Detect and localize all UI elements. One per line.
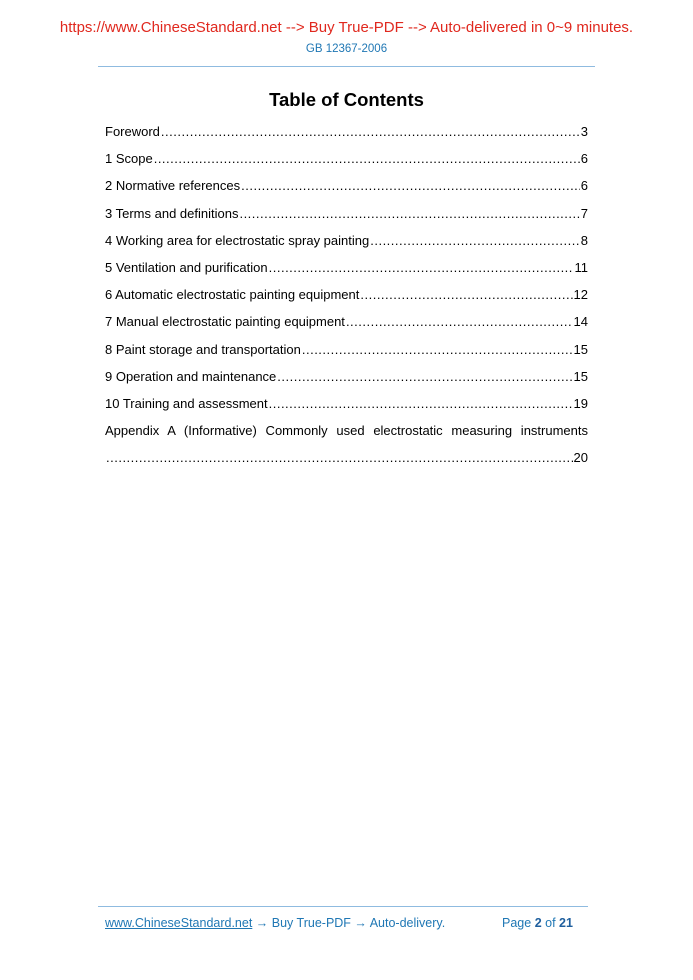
toc-entry-operation-maintenance[interactable] <box>105 363 588 390</box>
toc-entry-training-assessment[interactable] <box>105 390 588 417</box>
toc-entry-label: 4 Working area for electrostatic spray painting <box>105 232 370 248</box>
toc-entry-label: 5 Ventilation and purification <box>105 259 268 275</box>
page-title: Table of Contents <box>269 89 424 110</box>
toc-entry-paint-storage[interactable] <box>105 336 588 363</box>
page-counter <box>502 916 573 930</box>
toc-entry-appendix-a[interactable] <box>105 417 588 471</box>
toc-entry-page: 8 <box>580 232 588 248</box>
toc-entry-label: 1 Scope <box>105 151 153 167</box>
header-divider <box>98 66 595 67</box>
page-word: Page <box>502 916 532 930</box>
toc-entry-label: 3 Terms and definitions <box>105 205 239 221</box>
toc-entry-page: 7 <box>580 205 588 221</box>
toc-entry-page: 6 <box>580 151 588 167</box>
toc-entry-page: 15 <box>573 368 588 384</box>
toc-entry-label: 2 Normative references <box>105 178 241 194</box>
toc-entry-automatic-equipment[interactable] <box>105 281 588 308</box>
toc-entry-page: 11 <box>574 259 588 275</box>
toc-entry-label: 6 Automatic electrostatic painting equipment <box>105 287 360 303</box>
toc-entry-label: Appendix A (Informative) Commonly used electrostatic measuring instruments <box>105 423 588 439</box>
promo-banner[interactable]: https://www.ChineseStandard.net --> Buy True-PDF --> Auto-delivered in 0~9 minutes. <box>59 19 634 36</box>
site-link[interactable]: www.ChineseStandard.net <box>105 916 253 930</box>
dot-leader <box>302 336 573 363</box>
toc-entry-manual-equipment[interactable] <box>105 308 588 335</box>
toc-entry-page: 20 <box>573 450 588 466</box>
dot-leader <box>269 390 573 417</box>
dot-leader <box>154 145 580 172</box>
toc-entry-terms-definitions[interactable] <box>105 200 588 227</box>
toc-entry-working-area[interactable] <box>105 227 588 254</box>
dot-leader <box>360 281 572 308</box>
dot-leader <box>106 444 573 471</box>
dot-leader <box>239 200 579 227</box>
toc-entry-page: 15 <box>573 341 588 357</box>
toc-entry-page: 19 <box>573 395 588 411</box>
of-word: of <box>545 916 556 930</box>
dot-leader <box>269 254 574 281</box>
toc-entry-normative-references[interactable] <box>105 172 588 199</box>
table-of-contents <box>105 118 588 471</box>
toc-entry-label: Foreword <box>105 124 160 139</box>
total-pages-number: 21 <box>559 916 573 930</box>
toc-entry-scope[interactable] <box>105 145 588 172</box>
footer-divider <box>98 906 588 907</box>
standard-code: GB 12367-2006 <box>305 43 388 55</box>
footer-tagline: → Buy True-PDF → Auto-delivery. <box>252 916 446 930</box>
dot-leader <box>370 227 580 254</box>
toc-entry-label: 7 Manual electrostatic painting equipment <box>105 314 345 330</box>
toc-entry-label: 9 Operation and maintenance <box>105 368 277 384</box>
current-page-number: 2 <box>534 916 542 930</box>
dot-leader <box>241 172 580 199</box>
toc-entry-page: 3 <box>580 124 588 139</box>
toc-entry-ventilation[interactable] <box>105 254 588 281</box>
toc-entry-foreword[interactable] <box>105 118 588 145</box>
toc-entry-page: 6 <box>580 178 588 194</box>
footer-promo <box>105 916 445 930</box>
dot-leader <box>346 308 573 335</box>
dot-leader <box>161 118 580 145</box>
toc-entry-page: 14 <box>573 314 588 330</box>
toc-entry-label: 10 Training and assessment <box>105 395 268 411</box>
toc-entry-label: 8 Paint storage and transportation <box>105 341 301 357</box>
dot-leader <box>277 363 572 390</box>
toc-entry-page: 12 <box>573 287 588 303</box>
